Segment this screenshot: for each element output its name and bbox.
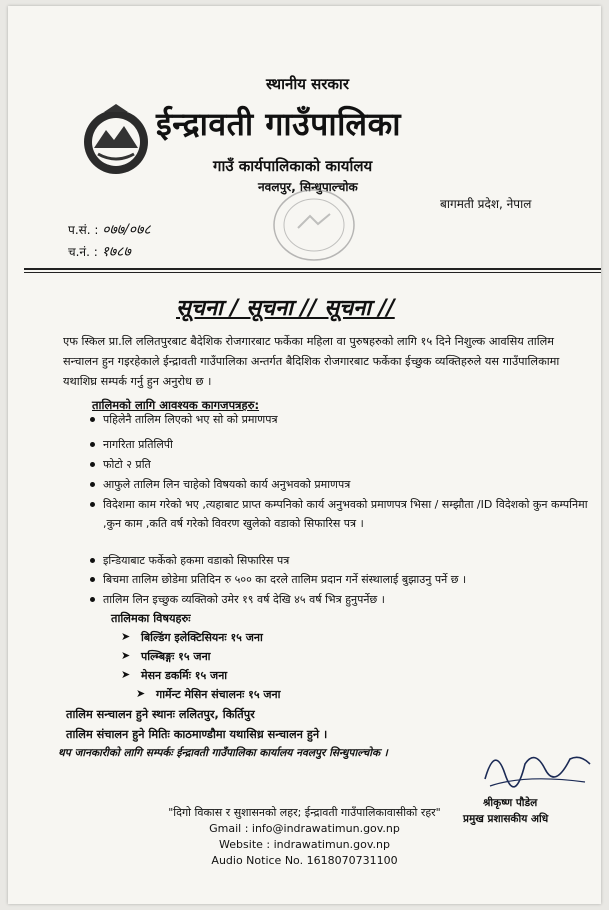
requirement-item: पहिलेनै तालिम लिएको भए सो को प्रमाणपत्र — [103, 410, 593, 429]
requirement-item: फोटो २ प्रति — [103, 455, 593, 474]
footer-website: Website : indrawatimun.gov.np — [219, 838, 390, 851]
bullet-icon — [90, 577, 95, 582]
arrow-icon: ➤ — [136, 687, 146, 700]
topic-item: ➤ पल्म्बिङ्गः १५ जना — [121, 649, 211, 663]
requirement-item: इन्डियाबाट फर्केको हकमा वडाको सिफारिस पत्र — [103, 551, 593, 570]
notice-title: सूचना / सूचना // सूचना // — [176, 296, 395, 321]
arrow-icon: ➤ — [121, 649, 131, 662]
contact-line: थप जानकारीको लागि सम्पर्कः ईन्द्रावती गाउँपालिका कार्यालय नवलपुर सिन्धुपाल्चोक । — [58, 747, 388, 759]
bullet-icon — [90, 462, 95, 467]
signatory-title: प्रमुख प्रशासकीय अधि — [463, 813, 549, 825]
notice-page — [8, 6, 601, 904]
nepal-emblem-icon — [78, 104, 154, 176]
local-government-label: स्थानीय सरकार — [266, 75, 349, 93]
province-label: बागमती प्रदेश, नेपाल — [440, 197, 532, 211]
footer-slogan: "दिगो विकास र सुशासनको लहर; ईन्द्रावती गाउँपालिकावासीको रहर" — [168, 806, 441, 819]
topic-item: ➤ बिल्डिंग इलेक्टिसियनः १५ जना — [121, 630, 263, 644]
dispatch-number-value: १७८७ — [101, 244, 131, 260]
arrow-icon: ➤ — [121, 630, 131, 643]
signature-icon — [475, 734, 595, 794]
fiscal-year-row — [68, 220, 151, 239]
notice-paragraph: एफ स्किल प्रा.लि ललितपुरबाट बैदेशिक रोजगारबाट फर्केका महिला वा पुरुषहरुको लागि १५ दिने निशुल्क आवसिय तालिम सन्चालन हुन गइरहेकाले ईन्द्रावती गाउँपालिका अन्तर्गत बैदिशिक रोजगारबाट फर्केका ईच्छुक व्यक्तिहरुले यस गाउँपालिकामा यथाशिघ्र सम्पर्क गर्नु हुन अनुरोध छ । — [63, 335, 560, 388]
dispatch-number-row — [68, 242, 131, 261]
requirement-item: आफुले तालिम लिन चाहेको विषयको कार्य अनुभवको प्रमाणपत्र — [103, 475, 593, 494]
requirement-item: विदेशमा काम गरेको भए ,त्यहाबाट प्राप्त कम्पनिको कार्य अनुभवको प्रमाणपत्र भिसा / सम्झौता /ID विदेशको कुन कम्पनिमा ,कुन काम ,कति वर्ष गरेको विवरण खुलेको वडाको सिफारिस पत्र । — [103, 495, 593, 533]
header-divider-thin — [24, 272, 601, 273]
documents-heading: तालिमको लागि आवश्यक कागजपत्रहरु: — [92, 398, 260, 412]
topic-item: ➤ मेसन डकर्मिः १५ जना — [121, 668, 228, 682]
office-address: नवलपुर, सिन्धुपाल्चोक — [258, 180, 358, 194]
fiscal-year-label: प.सं. : — [68, 223, 99, 237]
dispatch-number-label: च.नं. : — [68, 245, 98, 259]
footer-gmail: Gmail : info@indrawatimun.gov.np — [209, 822, 400, 835]
municipality-name: ईन्द्रावती गाउँपालिका — [156, 105, 401, 143]
bullet-icon — [90, 482, 95, 487]
bullet-icon — [90, 597, 95, 602]
venue-line: तालिम सन्चालन हुने स्थानः ललितपुर, किर्तिपुर — [66, 708, 255, 721]
requirement-item: बिचमा तालिम छोडेमा प्रतिदिन रु ५०० का दरले तालिम प्रदान गर्ने संस्थालाई बुझाउनु पर्ने छ । — [103, 570, 593, 589]
topics-heading: तालिमका विषयहरुः — [111, 612, 191, 625]
office-name: गाउँ कार्यपालिकाको कार्यालय — [213, 157, 373, 175]
office-stamp-icon — [270, 186, 358, 264]
arrow-icon: ➤ — [121, 668, 131, 681]
requirement-item: नागरिता प्रतिलिपी — [103, 435, 593, 454]
bullet-icon — [90, 442, 95, 447]
bullet-icon — [90, 502, 95, 507]
bullet-icon — [90, 417, 95, 422]
topic-item: ➤ गार्मेन्ट मेसिन संचालनः १५ जना — [136, 687, 281, 701]
requirement-item: तालिम लिन इच्छुक व्यक्तिको उमेर १९ वर्ष देखि ४५ वर्ष भित्र हुनुपर्नेछ । — [103, 590, 593, 609]
header-divider — [24, 268, 601, 270]
fiscal-year-value: ०७७/०७८ — [102, 222, 151, 238]
footer-audio-notice: Audio Notice No. 1618070731100 — [211, 854, 398, 867]
signatory-name: श्रीकृष्ण पौडेल — [483, 797, 538, 809]
date-line: तालिम संचालन हुने मितिः काठमाण्डौमा यथासिध्र सन्चालन हुने । — [66, 728, 328, 741]
bullet-icon — [90, 558, 95, 563]
